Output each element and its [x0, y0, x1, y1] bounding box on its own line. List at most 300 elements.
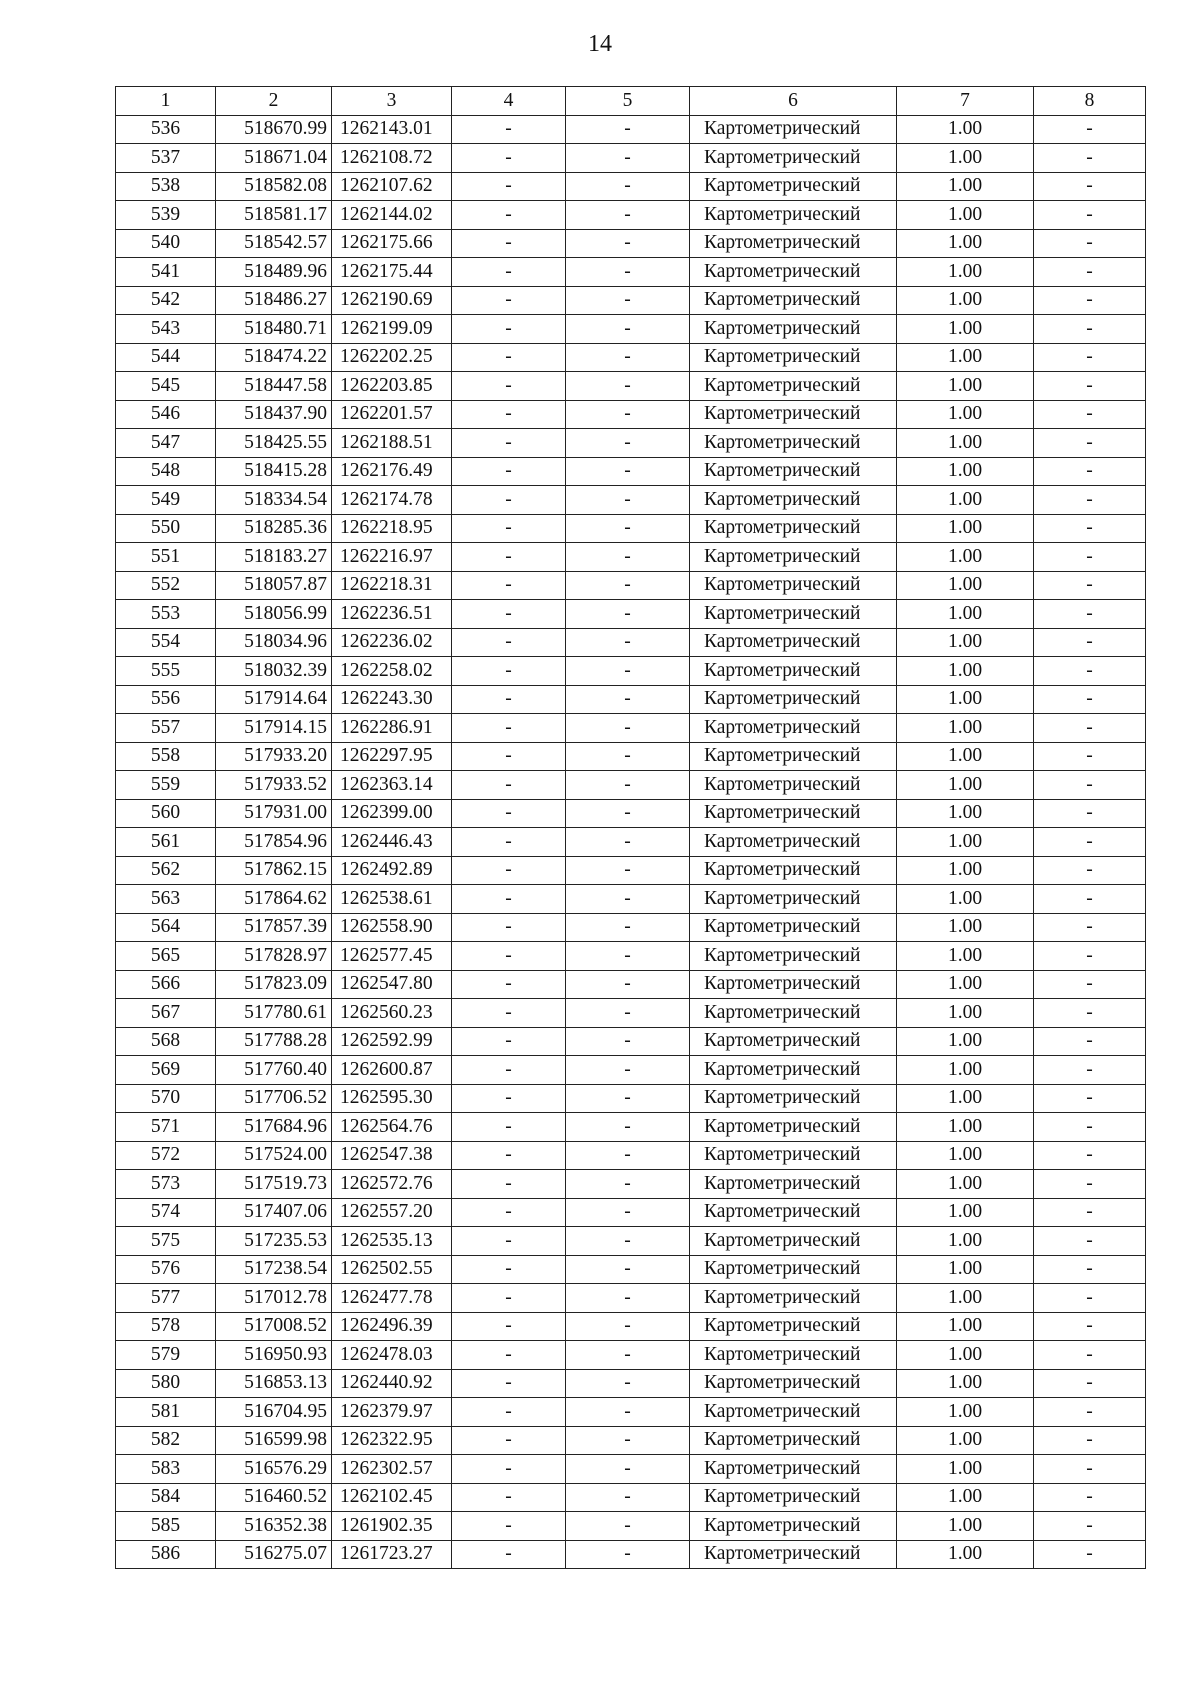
method-cell: Картометрический [690, 714, 897, 743]
x-coordinate-cell: 518056.99 [216, 600, 332, 629]
y-coordinate-cell: 1262143.01 [332, 115, 452, 144]
accuracy-cell: 1.00 [897, 571, 1034, 600]
x-coordinate-cell: 517407.06 [216, 1198, 332, 1227]
coordinates-table [115, 86, 1146, 1569]
method-cell: Картометрический [690, 400, 897, 429]
y-coordinate-cell: 1262236.02 [332, 628, 452, 657]
point-number-cell: 573 [116, 1170, 216, 1199]
accuracy-cell: 1.00 [897, 1455, 1034, 1484]
col-4-cell: - [452, 429, 566, 458]
table-row [116, 1056, 1146, 1085]
col-5-cell: - [566, 286, 690, 315]
table-row [116, 1227, 1146, 1256]
y-coordinate-cell: 1262560.23 [332, 999, 452, 1028]
table-row [116, 229, 1146, 258]
y-coordinate-cell: 1261723.27 [332, 1540, 452, 1569]
col-5-cell: - [566, 1027, 690, 1056]
method-cell: Картометрический [690, 115, 897, 144]
accuracy-cell: 1.00 [897, 543, 1034, 572]
col-4-cell: - [452, 828, 566, 857]
col-8-cell: - [1034, 1113, 1146, 1142]
y-coordinate-cell: 1262218.31 [332, 571, 452, 600]
method-cell: Картометрический [690, 543, 897, 572]
method-cell: Картометрический [690, 1141, 897, 1170]
table-row [116, 628, 1146, 657]
y-coordinate-cell: 1262440.92 [332, 1369, 452, 1398]
col-5-cell: - [566, 1540, 690, 1569]
x-coordinate-cell: 517864.62 [216, 885, 332, 914]
col-5-cell: - [566, 1141, 690, 1170]
col-5-cell: - [566, 543, 690, 572]
accuracy-cell: 1.00 [897, 1312, 1034, 1341]
y-coordinate-cell: 1262600.87 [332, 1056, 452, 1085]
col-5-cell: - [566, 1312, 690, 1341]
x-coordinate-cell: 517933.20 [216, 742, 332, 771]
point-number-cell: 564 [116, 913, 216, 942]
table-row [116, 885, 1146, 914]
col-4-cell: - [452, 372, 566, 401]
table-row [116, 714, 1146, 743]
point-number-cell: 552 [116, 571, 216, 600]
accuracy-cell: 1.00 [897, 1084, 1034, 1113]
col-4-cell: - [452, 771, 566, 800]
col-8-cell: - [1034, 714, 1146, 743]
y-coordinate-cell: 1262190.69 [332, 286, 452, 315]
accuracy-cell: 1.00 [897, 1170, 1034, 1199]
method-cell: Картометрический [690, 1284, 897, 1313]
col-8-cell: - [1034, 1540, 1146, 1569]
table-row [116, 685, 1146, 714]
accuracy-cell: 1.00 [897, 400, 1034, 429]
accuracy-cell: 1.00 [897, 1255, 1034, 1284]
method-cell: Картометрический [690, 1255, 897, 1284]
accuracy-cell: 1.00 [897, 1398, 1034, 1427]
point-number-cell: 560 [116, 799, 216, 828]
col-4-cell: - [452, 1483, 566, 1512]
col-8-cell: - [1034, 201, 1146, 230]
method-cell: Картометрический [690, 1369, 897, 1398]
y-coordinate-cell: 1262216.97 [332, 543, 452, 572]
col-8-cell: - [1034, 315, 1146, 344]
table-row [116, 144, 1146, 173]
table-row [116, 799, 1146, 828]
method-cell: Картометрический [690, 286, 897, 315]
point-number-cell: 548 [116, 457, 216, 486]
col-8-cell: - [1034, 372, 1146, 401]
table-row [116, 942, 1146, 971]
method-cell: Картометрический [690, 771, 897, 800]
table-row [116, 115, 1146, 144]
y-coordinate-cell: 1262492.89 [332, 856, 452, 885]
col-4-cell: - [452, 1113, 566, 1142]
y-coordinate-cell: 1262302.57 [332, 1455, 452, 1484]
col-5-cell: - [566, 429, 690, 458]
accuracy-cell: 1.00 [897, 1426, 1034, 1455]
y-coordinate-cell: 1262243.30 [332, 685, 452, 714]
col-4-cell: - [452, 172, 566, 201]
table-row [116, 970, 1146, 999]
y-coordinate-cell: 1262175.66 [332, 229, 452, 258]
method-cell: Картометрический [690, 429, 897, 458]
table-row [116, 1198, 1146, 1227]
col-5-cell: - [566, 942, 690, 971]
method-cell: Картометрический [690, 1341, 897, 1370]
table-row [116, 201, 1146, 230]
accuracy-cell: 1.00 [897, 201, 1034, 230]
col-5-cell: - [566, 1170, 690, 1199]
col-4-cell: - [452, 514, 566, 543]
method-cell: Картометрический [690, 942, 897, 971]
y-coordinate-cell: 1262572.76 [332, 1170, 452, 1199]
table-body [116, 115, 1146, 1569]
col-8-cell: - [1034, 543, 1146, 572]
col-5-cell: - [566, 1483, 690, 1512]
point-number-cell: 543 [116, 315, 216, 344]
accuracy-cell: 1.00 [897, 1540, 1034, 1569]
table-header [116, 87, 1146, 116]
point-number-cell: 561 [116, 828, 216, 857]
col-8-cell: - [1034, 400, 1146, 429]
method-cell: Картометрический [690, 1540, 897, 1569]
x-coordinate-cell: 517519.73 [216, 1170, 332, 1199]
col-5-cell: - [566, 600, 690, 629]
point-number-cell: 562 [116, 856, 216, 885]
y-coordinate-cell: 1262236.51 [332, 600, 452, 629]
point-number-cell: 547 [116, 429, 216, 458]
table-row [116, 457, 1146, 486]
x-coordinate-cell: 517238.54 [216, 1255, 332, 1284]
point-number-cell: 538 [116, 172, 216, 201]
col-5-cell: - [566, 372, 690, 401]
x-coordinate-cell: 516704.95 [216, 1398, 332, 1427]
point-number-cell: 575 [116, 1227, 216, 1256]
col-5-cell: - [566, 457, 690, 486]
col-8-cell: - [1034, 571, 1146, 600]
col-4-cell: - [452, 1426, 566, 1455]
accuracy-cell: 1.00 [897, 486, 1034, 515]
table-row [116, 372, 1146, 401]
method-cell: Картометрический [690, 600, 897, 629]
point-number-cell: 563 [116, 885, 216, 914]
point-number-cell: 582 [116, 1426, 216, 1455]
col-5-cell: - [566, 343, 690, 372]
point-number-cell: 570 [116, 1084, 216, 1113]
accuracy-cell: 1.00 [897, 429, 1034, 458]
table-row [116, 286, 1146, 315]
col-4-cell: - [452, 885, 566, 914]
method-cell: Картометрический [690, 685, 897, 714]
point-number-cell: 553 [116, 600, 216, 629]
x-coordinate-cell: 516460.52 [216, 1483, 332, 1512]
col-8-cell: - [1034, 1056, 1146, 1085]
accuracy-cell: 1.00 [897, 714, 1034, 743]
col-5-cell: - [566, 1056, 690, 1085]
x-coordinate-cell: 517235.53 [216, 1227, 332, 1256]
method-cell: Картометрический [690, 628, 897, 657]
accuracy-cell: 1.00 [897, 1341, 1034, 1370]
accuracy-cell: 1.00 [897, 657, 1034, 686]
accuracy-cell: 1.00 [897, 885, 1034, 914]
col-5-cell: - [566, 514, 690, 543]
col-5-cell: - [566, 714, 690, 743]
col-4-cell: - [452, 600, 566, 629]
col-8-cell: - [1034, 999, 1146, 1028]
y-coordinate-cell: 1262175.44 [332, 258, 452, 287]
method-cell: Картометрический [690, 343, 897, 372]
col-5-cell: - [566, 685, 690, 714]
header-col-6: 6 [690, 87, 897, 116]
method-cell: Картометрический [690, 315, 897, 344]
x-coordinate-cell: 518415.28 [216, 457, 332, 486]
col-8-cell: - [1034, 600, 1146, 629]
col-8-cell: - [1034, 1198, 1146, 1227]
col-4-cell: - [452, 1198, 566, 1227]
method-cell: Картометрический [690, 486, 897, 515]
col-5-cell: - [566, 115, 690, 144]
x-coordinate-cell: 518032.39 [216, 657, 332, 686]
y-coordinate-cell: 1262577.45 [332, 942, 452, 971]
accuracy-cell: 1.00 [897, 771, 1034, 800]
col-5-cell: - [566, 1341, 690, 1370]
x-coordinate-cell: 516853.13 [216, 1369, 332, 1398]
table-row [116, 856, 1146, 885]
x-coordinate-cell: 517857.39 [216, 913, 332, 942]
y-coordinate-cell: 1262108.72 [332, 144, 452, 173]
x-coordinate-cell: 516599.98 [216, 1426, 332, 1455]
accuracy-cell: 1.00 [897, 258, 1034, 287]
col-4-cell: - [452, 799, 566, 828]
col-5-cell: - [566, 400, 690, 429]
table-row [116, 1512, 1146, 1541]
accuracy-cell: 1.00 [897, 1113, 1034, 1142]
accuracy-cell: 1.00 [897, 1483, 1034, 1512]
y-coordinate-cell: 1262547.38 [332, 1141, 452, 1170]
x-coordinate-cell: 518334.54 [216, 486, 332, 515]
col-8-cell: - [1034, 229, 1146, 258]
col-4-cell: - [452, 1369, 566, 1398]
accuracy-cell: 1.00 [897, 828, 1034, 857]
y-coordinate-cell: 1261902.35 [332, 1512, 452, 1541]
col-5-cell: - [566, 856, 690, 885]
x-coordinate-cell: 518183.27 [216, 543, 332, 572]
table-row [116, 315, 1146, 344]
method-cell: Картометрический [690, 999, 897, 1028]
point-number-cell: 580 [116, 1369, 216, 1398]
x-coordinate-cell: 518285.36 [216, 514, 332, 543]
col-8-cell: - [1034, 1170, 1146, 1199]
method-cell: Картометрический [690, 1198, 897, 1227]
x-coordinate-cell: 518582.08 [216, 172, 332, 201]
point-number-cell: 546 [116, 400, 216, 429]
col-4-cell: - [452, 714, 566, 743]
table-row [116, 1312, 1146, 1341]
col-4-cell: - [452, 970, 566, 999]
method-cell: Картометрический [690, 913, 897, 942]
point-number-cell: 565 [116, 942, 216, 971]
col-5-cell: - [566, 771, 690, 800]
point-number-cell: 556 [116, 685, 216, 714]
col-5-cell: - [566, 970, 690, 999]
header-col-3: 3 [332, 87, 452, 116]
y-coordinate-cell: 1262363.14 [332, 771, 452, 800]
col-4-cell: - [452, 457, 566, 486]
accuracy-cell: 1.00 [897, 229, 1034, 258]
y-coordinate-cell: 1262446.43 [332, 828, 452, 857]
point-number-cell: 581 [116, 1398, 216, 1427]
col-4-cell: - [452, 1512, 566, 1541]
col-8-cell: - [1034, 1512, 1146, 1541]
col-4-cell: - [452, 742, 566, 771]
accuracy-cell: 1.00 [897, 913, 1034, 942]
x-coordinate-cell: 516275.07 [216, 1540, 332, 1569]
method-cell: Картометрический [690, 1455, 897, 1484]
col-4-cell: - [452, 628, 566, 657]
accuracy-cell: 1.00 [897, 1284, 1034, 1313]
method-cell: Картометрический [690, 970, 897, 999]
col-4-cell: - [452, 229, 566, 258]
accuracy-cell: 1.00 [897, 799, 1034, 828]
header-col-5: 5 [566, 87, 690, 116]
col-5-cell: - [566, 201, 690, 230]
method-cell: Картометрический [690, 258, 897, 287]
x-coordinate-cell: 517933.52 [216, 771, 332, 800]
x-coordinate-cell: 518480.71 [216, 315, 332, 344]
col-8-cell: - [1034, 1455, 1146, 1484]
accuracy-cell: 1.00 [897, 856, 1034, 885]
col-5-cell: - [566, 1398, 690, 1427]
accuracy-cell: 1.00 [897, 1198, 1034, 1227]
x-coordinate-cell: 517524.00 [216, 1141, 332, 1170]
table-row [116, 1255, 1146, 1284]
y-coordinate-cell: 1262547.80 [332, 970, 452, 999]
table-row [116, 1483, 1146, 1512]
col-8-cell: - [1034, 742, 1146, 771]
col-5-cell: - [566, 885, 690, 914]
table-row [116, 1084, 1146, 1113]
accuracy-cell: 1.00 [897, 172, 1034, 201]
point-number-cell: 536 [116, 115, 216, 144]
table-row [116, 600, 1146, 629]
col-8-cell: - [1034, 828, 1146, 857]
col-5-cell: - [566, 628, 690, 657]
col-4-cell: - [452, 144, 566, 173]
table-row [116, 343, 1146, 372]
method-cell: Картометрический [690, 885, 897, 914]
y-coordinate-cell: 1262258.02 [332, 657, 452, 686]
table-row [116, 486, 1146, 515]
accuracy-cell: 1.00 [897, 1027, 1034, 1056]
point-number-cell: 586 [116, 1540, 216, 1569]
col-8-cell: - [1034, 856, 1146, 885]
point-number-cell: 549 [116, 486, 216, 515]
x-coordinate-cell: 517828.97 [216, 942, 332, 971]
table-row [116, 514, 1146, 543]
table-row [116, 1369, 1146, 1398]
method-cell: Картометрический [690, 1113, 897, 1142]
y-coordinate-cell: 1262144.02 [332, 201, 452, 230]
point-number-cell: 567 [116, 999, 216, 1028]
col-8-cell: - [1034, 429, 1146, 458]
y-coordinate-cell: 1262538.61 [332, 885, 452, 914]
accuracy-cell: 1.00 [897, 685, 1034, 714]
x-coordinate-cell: 517780.61 [216, 999, 332, 1028]
x-coordinate-cell: 518057.87 [216, 571, 332, 600]
x-coordinate-cell: 517788.28 [216, 1027, 332, 1056]
point-number-cell: 541 [116, 258, 216, 287]
method-cell: Картометрический [690, 229, 897, 258]
x-coordinate-cell: 518581.17 [216, 201, 332, 230]
col-5-cell: - [566, 315, 690, 344]
accuracy-cell: 1.00 [897, 942, 1034, 971]
col-4-cell: - [452, 1227, 566, 1256]
y-coordinate-cell: 1262176.49 [332, 457, 452, 486]
col-4-cell: - [452, 543, 566, 572]
y-coordinate-cell: 1262286.91 [332, 714, 452, 743]
y-coordinate-cell: 1262201.57 [332, 400, 452, 429]
col-8-cell: - [1034, 1426, 1146, 1455]
method-cell: Картометрический [690, 1426, 897, 1455]
col-8-cell: - [1034, 970, 1146, 999]
table-row [116, 999, 1146, 1028]
col-8-cell: - [1034, 1027, 1146, 1056]
x-coordinate-cell: 517862.15 [216, 856, 332, 885]
x-coordinate-cell: 518447.58 [216, 372, 332, 401]
col-8-cell: - [1034, 685, 1146, 714]
col-8-cell: - [1034, 1369, 1146, 1398]
accuracy-cell: 1.00 [897, 628, 1034, 657]
x-coordinate-cell: 518425.55 [216, 429, 332, 458]
x-coordinate-cell: 516950.93 [216, 1341, 332, 1370]
col-8-cell: - [1034, 1483, 1146, 1512]
table-row [116, 1141, 1146, 1170]
y-coordinate-cell: 1262478.03 [332, 1341, 452, 1370]
accuracy-cell: 1.00 [897, 144, 1034, 173]
col-5-cell: - [566, 657, 690, 686]
y-coordinate-cell: 1262107.62 [332, 172, 452, 201]
col-4-cell: - [452, 657, 566, 686]
y-coordinate-cell: 1262379.97 [332, 1398, 452, 1427]
y-coordinate-cell: 1262399.00 [332, 799, 452, 828]
col-8-cell: - [1034, 799, 1146, 828]
col-4-cell: - [452, 1284, 566, 1313]
y-coordinate-cell: 1262557.20 [332, 1198, 452, 1227]
point-number-cell: 551 [116, 543, 216, 572]
x-coordinate-cell: 517823.09 [216, 970, 332, 999]
point-number-cell: 569 [116, 1056, 216, 1085]
method-cell: Картометрический [690, 144, 897, 173]
point-number-cell: 544 [116, 343, 216, 372]
col-8-cell: - [1034, 1341, 1146, 1370]
y-coordinate-cell: 1262595.30 [332, 1084, 452, 1113]
accuracy-cell: 1.00 [897, 343, 1034, 372]
col-4-cell: - [452, 1084, 566, 1113]
col-4-cell: - [452, 1312, 566, 1341]
col-4-cell: - [452, 1170, 566, 1199]
point-number-cell: 566 [116, 970, 216, 999]
col-8-cell: - [1034, 144, 1146, 173]
y-coordinate-cell: 1262202.25 [332, 343, 452, 372]
y-coordinate-cell: 1262496.39 [332, 1312, 452, 1341]
col-4-cell: - [452, 1255, 566, 1284]
x-coordinate-cell: 518437.90 [216, 400, 332, 429]
y-coordinate-cell: 1262199.09 [332, 315, 452, 344]
method-cell: Картометрический [690, 742, 897, 771]
accuracy-cell: 1.00 [897, 600, 1034, 629]
x-coordinate-cell: 518542.57 [216, 229, 332, 258]
col-5-cell: - [566, 486, 690, 515]
x-coordinate-cell: 518486.27 [216, 286, 332, 315]
table-row [116, 400, 1146, 429]
